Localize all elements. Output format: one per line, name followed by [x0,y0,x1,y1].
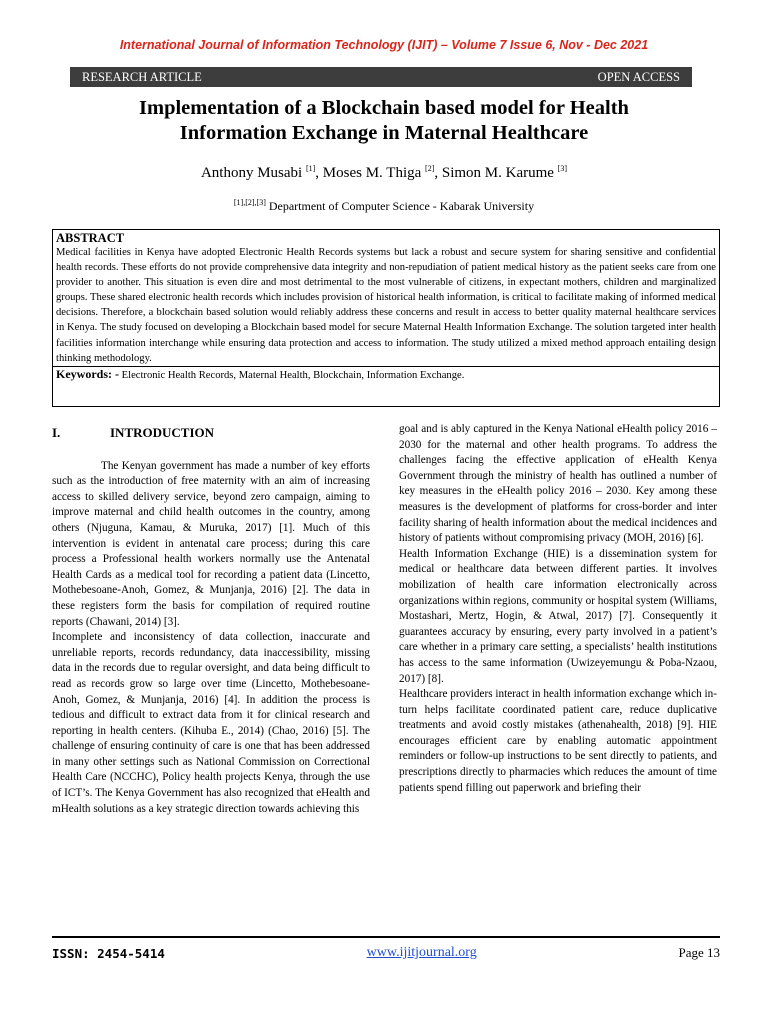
footer-divider [52,936,720,938]
issn: ISSN: 2454-5414 [52,945,165,961]
abstract-text: Medical facilities in Kenya have adopted Electronic Health Records systems but lack a robust and secure system for sharing sensitive and confidential health records. These efforts do not provide comprehensive data integrity and non-repudiation of patient medical history as the patient seeks care from one provider to another. This situation is even dire and most detrimental to the most vulnerable of citizens, in expectant mothers, children and marginalized groups. These shared electronic health records which includes provision of historical health information, is critical to facilitate making of informed medical decisions. Therefore, a blockchain based solution would reliably address these concerns and result in access to better quality maternal healthcare services in Kenya. The study focused on developing a Blockchain based model for secure Maternal Health Information Exchange. The solution targeted inter health facilities information interchange while ensuring data protection and access to information. The study utilized a mixed method approach entailing design thinking methodology. [56,247,716,364]
intro-paragraph-1: The Kenyan government has made a number of key efforts such as the introduction of free maternity with an aim of increasing access to skilled delivery service, beyond zero campaign, aiming to improve maternal and child health outcomes in the country, among others (Njuguna, Kamau, & Muruka, 2017) [1]. Much of this intervention is evident in antenatal care process; during this care process a Professional health workers normally use the Antenatal Health Cards as a medical tool for recording a patient data (Lincetto, Mothebesoane-Anoh, Gomez, & Munjanja, 2016) [2]. The data in these registers form the basis for compilation of required routine reports (Chawani, 2014) [3]. [52,459,370,628]
affiliation-text: Department of Computer Science - Kabarak University [268,199,535,213]
section-number: I. [52,425,61,440]
article-type-label: RESEARCH ARTICLE [82,69,202,84]
title-line-2: Information Exchange in Maternal Healthcare [179,122,589,144]
intro-paragraph-3: goal and is ably captured in the Kenya National eHealth policy 2016 – 2030 for the maternal and other health programs. To address the challenges facing the effective application of eHealth Kenya Government through the ministry of health has outlined a number of key measures in the eHealth policy 2016 – 2030. Key among these measures is the development of platforms for cross-border and inter facility sharing of health information about the medical incidences and history of patients without compromising privacy (MOH, 2016) [6]. [399,423,717,545]
abstract-heading: ABSTRACT [56,231,125,245]
intro-paragraph-4: Health Information Exchange (HIE) is a dissemination system for medical or healthcare data between different parties. It involves mobilization of health care information electronically across organizations within regions, community or hospital system (Williams, Mostashari, Mertz, Hogin, & Atwal, 2017) [7]. Consequently it guarantees accuracy by ensuring, every party involved in a patient’s care whether in a primary care setting, a specialists’ health institutions has access to the same information (Uwizeyemungu & Poba-Nzaou, 2017) [8]. [399,547,717,685]
open-access-label: OPEN ACCESS [597,69,680,84]
author-3: Simon M. Karume [441,165,554,181]
author-list: Anthony Musabi [1], Moses M. Thiga [2], Simon M. Karume [3] [200,164,568,181]
author-2: Moses M. Thiga [322,165,422,181]
right-column [399,422,717,796]
author-1: Anthony Musabi [200,165,303,181]
section-title: INTRODUCTION [110,425,215,440]
author-3-ref: [3] [557,164,568,173]
section-heading [52,425,370,441]
abstract-box [52,229,720,407]
author-2-ref: [2] [425,164,435,173]
keywords-label: Keywords: - [56,366,119,381]
page-number: Page 13 [678,945,720,960]
affiliation [0,198,768,214]
keywords-line [53,366,719,383]
article-type-banner [70,67,692,87]
page-footer [52,944,720,962]
affiliation-ref: [1],[2],[3] [233,198,266,207]
journal-link[interactable]: www.ijitjournal.org [366,945,477,960]
paper-title [40,96,728,146]
keywords-text: Electronic Health Records, Maternal Health, Blockchain, Information Exchange. [121,369,465,381]
intro-paragraph-2: Incomplete and inconsistency of data collection, inaccurate and unreliable reports, records redundancy, data inaccessibility, missing data in the records due to regular oversight, and data being difficult to read as records grow so large over time (Lincetto, Mothebesoane-Anoh, Gomez, & Munjanja, 2016) [4]. In addition the process is tedious and difficult to extract data from it for clinical research and reporting in health centers. (Kihuba E., 2014) (Chao, 2016) [5]. The challenge of ensuring continuity of care is one that has been addressed in many other settings such as National Commission on Correctional Health Care (NCCHC), Policy health projects Kenya, through the use of ICT’s. The Kenya Government has also recognized that eHealth and mHealth solutions as a key strategic direction towards achieving this [52,631,370,815]
journal-header: International Journal of Information Technology (IJIT) – Volume 7 Issue 6, Nov - Dec 2021 [119,38,649,52]
intro-paragraph-5: Healthcare providers interact in health information exchange which in-turn helps facilitate coordinated patient care, reduce duplicative treatments and avoid costly mistakes (athenahealth, 2018) [9]. HIE encourages efficient care by enabling automatic appointment reminders or follow-up instructions to be sent directly to patients, and prescriptions directly to pharmacies which reduces the amount of time patients spend filling out paperwork and briefing their [399,688,717,794]
title-line-1: Implementation of a Blockchain based model for Health [139,97,629,119]
author-1-ref: [1] [305,164,316,173]
left-column [52,423,370,817]
